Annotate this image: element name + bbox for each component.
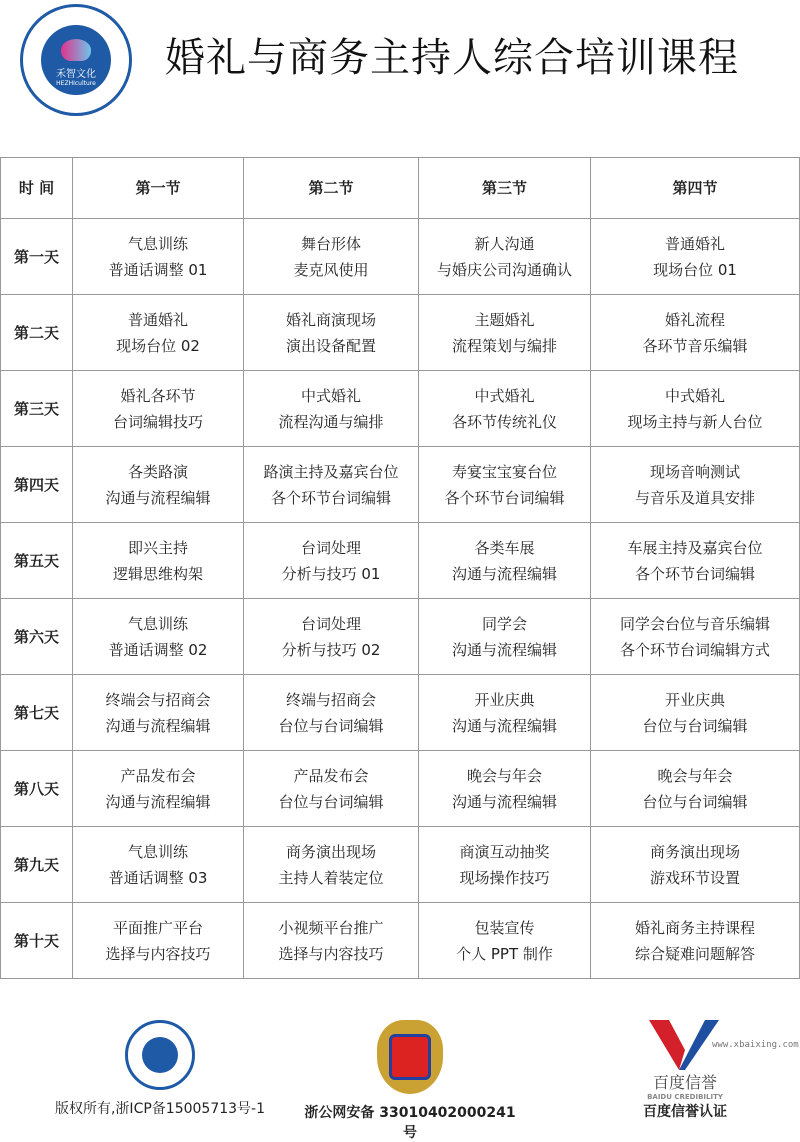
session-line: 各类路演	[127, 462, 188, 481]
session-cell	[591, 599, 800, 675]
session-cell	[419, 523, 591, 599]
session-line: 选择与内容技巧	[278, 944, 384, 963]
company-logo	[20, 4, 132, 116]
session-cell	[419, 371, 591, 447]
session-cell	[244, 675, 419, 751]
session-line: 与婚庆公司沟通确认	[436, 260, 572, 279]
baidu-logo-text: 百度信誉	[652, 1073, 717, 1092]
session-line: 中式婚礼	[300, 386, 361, 405]
session-line: 各环节音乐编辑	[642, 336, 748, 355]
day-label: 第九天	[1, 827, 73, 903]
session-line: 寿宴宝宝宴台位	[451, 462, 557, 481]
table-row	[1, 599, 800, 675]
session-line: 台位与台词编辑	[278, 716, 384, 735]
session-line: 商务演出现场	[649, 842, 740, 861]
day-label: 第一天	[1, 219, 73, 295]
footer-baidu	[610, 1020, 760, 1121]
police-emblem-icon	[377, 1020, 443, 1094]
session-line: 普通话调整 01	[108, 260, 208, 279]
session-line: 现场操作技巧	[459, 868, 550, 887]
footer-copyright	[50, 1020, 270, 1118]
column-header: 第四节	[591, 158, 800, 219]
session-line: 沟通与流程编辑	[451, 716, 557, 735]
session-line: 分析与技巧 01	[281, 564, 381, 583]
session-line: 台位与台词编辑	[642, 716, 748, 735]
session-cell	[73, 219, 244, 295]
session-cell	[419, 295, 591, 371]
session-line: 分析与技巧 02	[281, 640, 381, 659]
small-logo-icon	[125, 1020, 195, 1090]
course-table	[0, 157, 800, 979]
session-cell	[73, 675, 244, 751]
session-cell	[73, 371, 244, 447]
session-line: 即兴主持	[127, 538, 188, 557]
session-line: 终端会与招商会	[105, 690, 211, 709]
day-label: 第三天	[1, 371, 73, 447]
column-header: 第一节	[73, 158, 244, 219]
session-line: 沟通与流程编辑	[105, 792, 211, 811]
session-cell	[244, 827, 419, 903]
session-line: 选择与内容技巧	[105, 944, 211, 963]
session-cell	[591, 219, 800, 295]
session-cell	[419, 827, 591, 903]
session-cell	[244, 751, 419, 827]
session-cell	[244, 523, 419, 599]
page-title: 婚礼与商务主持人综合培训课程	[165, 35, 739, 81]
day-label: 第六天	[1, 599, 73, 675]
session-line: 路演主持及嘉宾台位	[263, 462, 399, 481]
session-cell	[244, 599, 419, 675]
session-line: 各个环节台词编辑	[444, 488, 565, 507]
session-line: 车展主持及嘉宾台位	[627, 538, 763, 557]
baidu-v-icon	[649, 1020, 721, 1070]
table-row	[1, 827, 800, 903]
session-line: 游戏环节设置	[649, 868, 740, 887]
session-line: 现场主持与新人台位	[627, 412, 763, 431]
session-cell	[419, 599, 591, 675]
column-header: 第二节	[244, 158, 419, 219]
table-row	[1, 371, 800, 447]
session-line: 与音乐及道具安排	[634, 488, 755, 507]
session-cell	[244, 447, 419, 523]
session-cell	[244, 295, 419, 371]
session-line: 沟通与流程编辑	[451, 640, 557, 659]
session-cell	[419, 447, 591, 523]
session-line: 普通婚礼	[127, 310, 188, 329]
session-line: 沟通与流程编辑	[451, 564, 557, 583]
session-line: 婚礼商务主持课程	[634, 918, 755, 937]
session-line: 沟通与流程编辑	[105, 716, 211, 735]
session-line: 开业庆典	[474, 690, 535, 709]
session-line: 流程沟通与编排	[278, 412, 384, 431]
baidu-logo-en: BAIDU CREDIBILITY	[647, 1093, 723, 1101]
table-row	[1, 523, 800, 599]
session-line: 个人 PPT 制作	[456, 944, 553, 963]
session-cell	[244, 903, 419, 979]
session-line: 中式婚礼	[474, 386, 535, 405]
session-line: 台词编辑技巧	[112, 412, 203, 431]
session-line: 平面推广平台	[112, 918, 203, 937]
session-line: 商演互动抽奖	[459, 842, 550, 861]
session-line: 晚会与年会	[466, 766, 542, 785]
day-label: 第七天	[1, 675, 73, 751]
logo-en: HEZHIculture	[56, 80, 96, 87]
session-line: 同学会	[481, 614, 527, 633]
session-cell	[419, 751, 591, 827]
session-line: 产品发布会	[120, 766, 196, 785]
session-line: 普通话调整 03	[108, 868, 208, 887]
session-line: 开业庆典	[664, 690, 725, 709]
session-line: 同学会台位与音乐编辑	[619, 614, 770, 633]
session-line: 主持人着装定位	[278, 868, 384, 887]
session-line: 各类车展	[474, 538, 535, 557]
session-cell	[73, 523, 244, 599]
session-line: 新人沟通	[474, 234, 535, 253]
day-label: 第十天	[1, 903, 73, 979]
session-cell	[419, 903, 591, 979]
session-cell	[73, 903, 244, 979]
session-line: 包装宣传	[474, 918, 535, 937]
police-record-text[interactable]: 浙公网安备 33010402000241号	[304, 1105, 516, 1141]
day-label: 第四天	[1, 447, 73, 523]
session-line: 终端与招商会	[285, 690, 376, 709]
day-label: 第五天	[1, 523, 73, 599]
session-line: 普通话调整 02	[108, 640, 208, 659]
footer-police	[300, 1020, 520, 1142]
table-row	[1, 447, 800, 523]
session-line: 现场音响测试	[649, 462, 740, 481]
session-cell	[73, 447, 244, 523]
session-line: 晚会与年会	[657, 766, 733, 785]
session-line: 沟通与流程编辑	[451, 792, 557, 811]
session-line: 台位与台词编辑	[278, 792, 384, 811]
session-line: 现场台位 01	[653, 260, 737, 279]
session-line: 演出设备配置	[285, 336, 376, 355]
table-row	[1, 751, 800, 827]
session-line: 中式婚礼	[664, 386, 725, 405]
session-cell	[591, 295, 800, 371]
session-line: 主题婚礼	[474, 310, 535, 329]
logo-cn: 禾智文化	[56, 69, 96, 80]
session-line: 普通婚礼	[664, 234, 725, 253]
session-line: 舞台形体	[300, 234, 361, 253]
session-line: 综合疑难问题解答	[634, 944, 755, 963]
table-row	[1, 219, 800, 295]
session-line: 婚礼商演现场	[285, 310, 376, 329]
session-line: 沟通与流程编辑	[105, 488, 211, 507]
icp-text[interactable]: 版权所有,浙ICP备15005713号-1	[54, 1101, 265, 1117]
session-line: 商务演出现场	[285, 842, 376, 861]
session-line: 气息训练	[127, 614, 188, 633]
table-row	[1, 903, 800, 979]
session-line: 气息训练	[127, 842, 188, 861]
table-row	[1, 295, 800, 371]
table-row	[1, 675, 800, 751]
session-line: 婚礼各环节	[120, 386, 196, 405]
watermark: www.xbaixing.com	[712, 1040, 799, 1050]
session-line: 台词处理	[300, 538, 361, 557]
session-cell	[73, 599, 244, 675]
session-line: 气息训练	[127, 234, 188, 253]
session-line: 小视频平台推广	[278, 918, 384, 937]
session-cell	[591, 523, 800, 599]
session-line: 各个环节台词编辑方式	[619, 640, 770, 659]
session-cell	[591, 751, 800, 827]
session-line: 台位与台词编辑	[642, 792, 748, 811]
session-cell	[73, 295, 244, 371]
session-line: 逻辑思维构架	[112, 564, 203, 583]
session-cell	[73, 751, 244, 827]
session-line: 现场台位 02	[116, 336, 200, 355]
session-line: 台词处理	[300, 614, 361, 633]
session-cell	[73, 827, 244, 903]
column-header: 时 间	[1, 158, 73, 219]
session-line: 各个环节台词编辑	[270, 488, 391, 507]
session-cell	[591, 903, 800, 979]
session-cell	[244, 371, 419, 447]
baidu-cert-text[interactable]: 百度信誉认证	[643, 1104, 727, 1120]
session-cell	[591, 827, 800, 903]
session-line: 产品发布会	[293, 766, 369, 785]
column-header: 第三节	[419, 158, 591, 219]
session-line: 婚礼流程	[664, 310, 725, 329]
day-label: 第二天	[1, 295, 73, 371]
session-cell	[591, 675, 800, 751]
session-cell	[419, 675, 591, 751]
session-line: 各环节传统礼仪	[451, 412, 557, 431]
session-cell	[244, 219, 419, 295]
session-line: 麦克风使用	[293, 260, 369, 279]
session-cell	[419, 219, 591, 295]
session-line: 各个环节台词编辑	[634, 564, 755, 583]
session-cell	[591, 447, 800, 523]
session-line: 流程策划与编排	[451, 336, 557, 355]
session-cell	[591, 371, 800, 447]
day-label: 第八天	[1, 751, 73, 827]
